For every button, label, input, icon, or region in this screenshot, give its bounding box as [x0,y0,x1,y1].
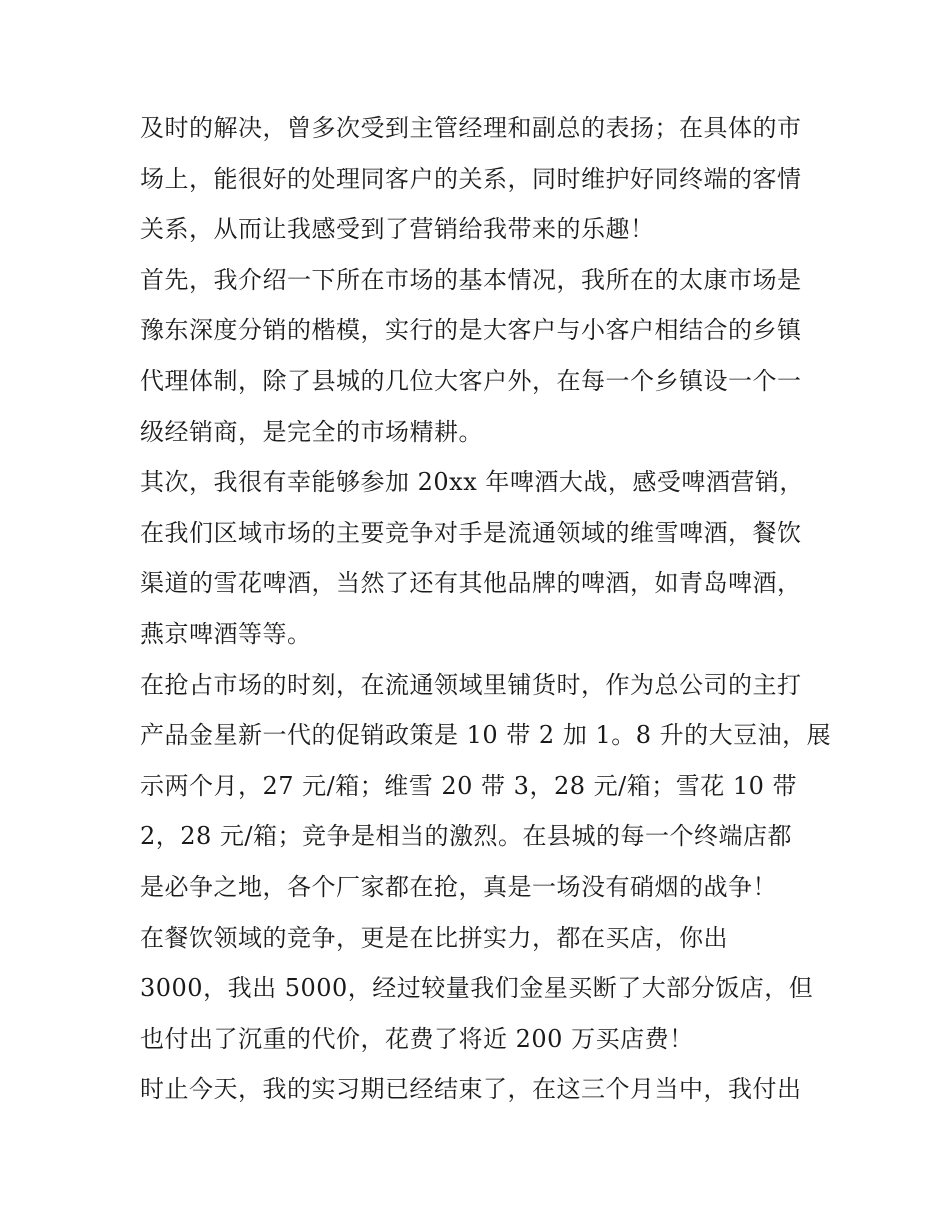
text-line: 级经销商，是完全的市场精耕。 [140,417,483,446]
text-line: 场上，能很好的处理同客户的关系，同时维护好同终端的客情 [140,164,802,193]
text-line: 在我们区域市场的主要竞争对手是流通领域的维雪啤酒，餐饮 [140,518,802,547]
text-line: 代理体制，除了县城的几位大客户外，在每一个乡镇设一个一 [140,366,802,395]
text-line: 及时的解决，曾多次受到主管经理和副总的表扬；在具体的市 [140,114,802,142]
text-line: 燕京啤酒等等。 [140,619,312,648]
text-line: 时止今天，我的实习期已经结束了，在这三个月当中，我付出 [140,1075,802,1104]
text-line: 豫东深度分销的楷模，实行的是大客户与小客户相结合的乡镇 [140,316,802,345]
text-line: 产品金星新一代的促销政策是 10 带 2 加 1。8 升的大豆油，展 [140,721,832,750]
text-line: 其次，我很有幸能够参加 20xx 年啤酒大战，感受啤酒营销， [140,468,804,497]
text-line: 3000，我出 5000，经过较量我们金星买断了大部分饭店，但 [140,974,814,1003]
text-line: 也付出了沉重的代价，花费了将近 200 万买店费！ [140,1024,694,1053]
body-text [140,103,832,1115]
text-line: 在抢占市场的时刻，在流通领域里铺货时，作为总公司的主打 [140,670,802,699]
text-line: 首先，我介绍一下所在市场的基本情况，我所在的太康市场是 [140,265,802,294]
text-line: 关系，从而让我感受到了营销给我带来的乐趣！ [140,215,655,244]
text-line: 是必争之地，各个厂家都在抢，真是一场没有硝烟的战争！ [140,872,777,901]
text-line: 2，28 元/箱；竞争是相当的激烈。在县城的每一个终端店都 [140,822,793,851]
text-line: 渠道的雪花啤酒，当然了还有其他品牌的啤酒，如青岛啤酒， [140,569,802,598]
text-line: 示两个月，27 元/箱；维雪 20 带 3，28 元/箱；雪花 10 带 [140,771,797,800]
text-line: 在餐饮领域的竞争，更是在比拼实力，都在买店，你出 [140,923,728,952]
